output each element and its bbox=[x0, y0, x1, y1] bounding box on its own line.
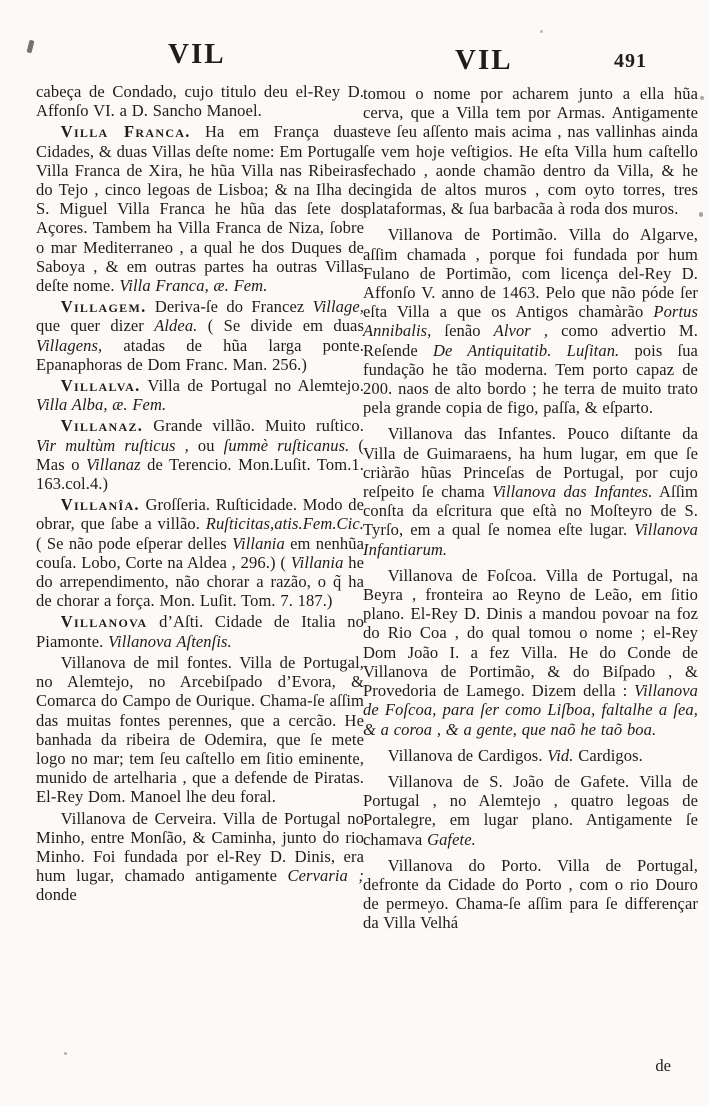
text-segment: Gafete. bbox=[427, 829, 476, 849]
running-header-left: VIL bbox=[168, 38, 226, 70]
text-segment: que quer dizer bbox=[36, 316, 155, 336]
text-segment: Cervaria ; bbox=[287, 866, 364, 886]
dictionary-entry bbox=[36, 416, 364, 493]
dictionary-entry bbox=[363, 84, 698, 218]
text-segment: Grande villão. Muito ruſtico. bbox=[143, 416, 364, 436]
text-segment: Cardigos. bbox=[573, 745, 643, 765]
dictionary-entry bbox=[36, 376, 364, 414]
text-segment: Villanova das Infantes. bbox=[492, 482, 653, 502]
text-segment: ( Se divide em duas bbox=[197, 316, 364, 336]
text-segment: Villanîa. bbox=[60, 495, 140, 515]
dictionary-entry bbox=[363, 856, 698, 933]
text-segment: Ha em França duas Cidades, & duas Villas deſte nome: Em Portugal Villa Franca de Xira, he hũa Villa nas Ribeiras do Tejo , cinco legoas de Lisboa; & na Ilha de S. Miguel Villa Franca he hũa das ſete dos Açores. Tambem ha Villa Franca de Niza, ſobre o mar Mediterraneo , a qual he dos Duques de Saboya , & em outras partes ha outras Villas deſte nome. bbox=[36, 122, 364, 296]
text-segment: pois ſua fundação he tão moderna. Tem porto capaz de 200. naos de alto bordo ; he terra de muito trato pela grande copia de figo, paſſa, & eſparto. bbox=[363, 340, 698, 418]
text-segment: Portus Annibalis, bbox=[363, 302, 698, 341]
text-segment: Villagem. bbox=[60, 297, 147, 317]
text-segment: de Terencio. Mon.Luſit. Tom.1. 163.col.4.) bbox=[36, 454, 364, 494]
text-column-right bbox=[363, 84, 698, 940]
text-segment: tomou o nome por acharem junto a ella hũa cerva, que a Villa tem por Armas. Antigamente teve ſeu aſſento mais acima , nas vallinhas ainda ſe vem hoje veſtigios. He eſta Villa hum caſtello fechado , aonde chamão dentro da Villa, & he cingida de altos muros , com oyto torres, tres plataformas, & ſua barbacãa à roda dos muros. bbox=[363, 84, 698, 219]
text-segment: Villanova de Foſcoa. Villa de Portugal, na Beyra , fronteira ao Reyno de Leão, em ſitio plano. El-Rey D. Dinis a mandou povoar na foz do Rio Coa , do qual tomou o nome ; el-Rey Dom João I. a fez Villa. He do Conde de Villanova de Portimão, & do Biſpado , & Provedoria de Lamego. Dizem della : bbox=[363, 565, 698, 701]
text-segment: Vid. bbox=[547, 745, 574, 765]
text-segment: Villania bbox=[232, 533, 285, 553]
dictionary-entry bbox=[363, 566, 698, 739]
text-segment: Villanova Infantiarum. bbox=[363, 520, 698, 559]
text-segment: he do arrependimento, não chorar a razão, o q̃ ha de chorar a força. Mon. Luſit. Tom. 7. 187.) bbox=[36, 552, 364, 611]
dictionary-entry bbox=[36, 612, 364, 650]
text-segment: Villanova de Cerveira. Villa de Portugal no Minho, entre Monſão, & Caminha, junto do rio Minho. Foi fundada por el-Rey D. Dinis, era hum lugar, chamado antigamente bbox=[36, 808, 364, 886]
dictionary-entry bbox=[363, 225, 698, 417]
text-segment: Aſſim conſta da eſcritura que eſtà no Moſteyro de S. Tyrſo, em a qual ſe nomea eſte lugar. bbox=[363, 482, 698, 540]
text-segment: Villagens, bbox=[36, 335, 103, 355]
text-segment: como advertio M. Reſende bbox=[363, 321, 699, 360]
dictionary-entry bbox=[363, 746, 698, 765]
text-segment: Village, bbox=[312, 297, 364, 317]
text-segment: Villanova de S. João de Gafete. Villa de Portugal , no Alemtejo , quatro legoas de Portalegre, em lugar plano. Antigamente ſe chamava bbox=[363, 771, 698, 849]
text-segment: Villania bbox=[290, 552, 344, 572]
text-segment: Villanova de Foſcoa, para ſer como Liſboa, faltalhe a ſea, & a coroa , & a gente, que naõ he taõ boa. bbox=[363, 681, 698, 739]
ink-speck bbox=[700, 96, 704, 100]
text-segment: Villanova de Portimão. Villa do Algarve, aſſim chamada , porque foi fundada por hum Fulano de Portimão, com licença del-Rey D. Affonſo V. anno de 1463. Pelo que não póde ſer eſta Villa a que os Antigos chamàrão bbox=[363, 225, 698, 322]
dictionary-entry bbox=[36, 122, 364, 295]
text-segment: Villanaz. bbox=[60, 416, 144, 436]
text-segment: Vir multùm ruſticus , bbox=[36, 435, 189, 455]
text-segment: ( Se não pode eſperar delles bbox=[36, 533, 233, 553]
text-segment: Villanova das Infantes. Pouco diſtante da Villa de Guimaraens, ha hum lugar, em que ſe criàrão hũas Princeſas de Portugal, por cujo reſpeito ſe chama bbox=[363, 424, 698, 502]
dictionary-entry bbox=[36, 809, 364, 905]
dictionary-entry bbox=[36, 653, 364, 807]
text-segment: em nenhũa couſa. Lobo, Corte na Aldea , 296.) ( bbox=[36, 533, 364, 572]
text-segment: Villanova do Porto. Villa de Portugal, defronte da Cidade do Porto , com o rio Douro de permeyo. Chama-ſe aſſim para ſe differençar da Villa Velhá bbox=[363, 855, 698, 933]
text-segment: atadas de hũa larga ponte. Epanaphoras de Dom Franc. Man. 256.) bbox=[36, 335, 364, 374]
text-segment: donde bbox=[36, 885, 77, 905]
page-number: 491 bbox=[614, 50, 647, 72]
text-segment: Villanova de mil fontes. Villa de Portugal, no Alemtejo, no Arcebiſpado d’Evora, & Comarca do Campo de Ourique. Chama-ſe aſſim das muitas fontes perennes, que a cercão. He banhada da ribeira de Odemira, que ſe mete logo no mar; tem ſeu caſtello em ſitio eminente, munido de artelharia , que a defende de Piratas. El-Rey Dom. Manoel lhe deu foral. bbox=[36, 652, 364, 807]
text-segment: Groſſeria. Ruſticidade. Modo de obrar, que ſabe a villão. bbox=[36, 495, 364, 534]
text-segment: Deriva-ſe do Francez bbox=[146, 297, 313, 317]
text-segment: cabeça de Condado, cujo titulo deu el-Rey D. Affonſo VI. a D. Sancho Manoel. bbox=[36, 82, 364, 121]
text-segment: Villanaz bbox=[86, 454, 141, 474]
text-segment: Villanova Aſtenſis. bbox=[108, 631, 232, 651]
dictionary-entry bbox=[36, 297, 364, 374]
text-segment: d’Aſti. Cidade de Italia no Piamonte. bbox=[36, 612, 364, 651]
dictionary-entry bbox=[363, 772, 698, 849]
text-segment: Villa de Portugal no Alemtejo. bbox=[140, 376, 364, 396]
text-segment: De Antiquitatib. Luſitan. bbox=[432, 340, 620, 360]
text-segment: Villa Franca. bbox=[60, 122, 191, 142]
dictionary-entry bbox=[36, 495, 364, 610]
text-segment: Ruſticitas,atis.Fem.Cic. bbox=[205, 514, 364, 534]
text-segment: ou bbox=[188, 435, 224, 455]
text-segment: Alvor , bbox=[493, 321, 549, 341]
text-segment: Villa Alba, æ. Fem. bbox=[36, 395, 167, 415]
text-segment: Villanova de Cardigos. bbox=[387, 745, 548, 765]
ink-speck bbox=[699, 212, 703, 217]
text-segment: Villanova bbox=[60, 612, 148, 632]
ink-speck bbox=[27, 40, 35, 54]
text-segment: ( Mas o bbox=[36, 435, 365, 474]
catchword: de bbox=[655, 1056, 671, 1075]
text-column-left bbox=[36, 82, 364, 907]
text-segment: ſummè ruſticanus. bbox=[223, 435, 350, 455]
text-segment: ſenão bbox=[431, 321, 494, 341]
ink-speck bbox=[64, 1052, 67, 1055]
running-header-right: VIL bbox=[455, 44, 513, 76]
dictionary-entry bbox=[363, 424, 698, 558]
dictionary-entry bbox=[36, 82, 364, 120]
text-segment: Villa Franca, æ. Fem. bbox=[119, 276, 268, 296]
text-segment: Aldea. bbox=[154, 316, 198, 336]
text-segment: Villalva. bbox=[60, 376, 141, 396]
ink-speck bbox=[540, 30, 543, 33]
